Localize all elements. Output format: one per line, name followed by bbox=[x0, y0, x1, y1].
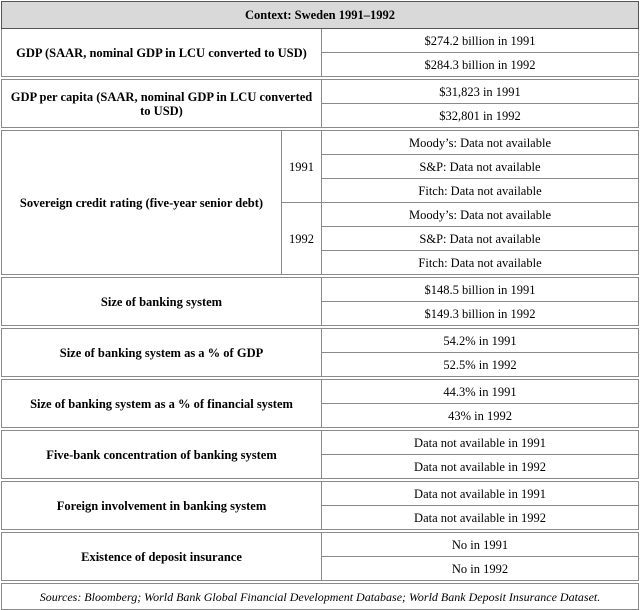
table-row bbox=[2, 29, 639, 53]
credit-rating-1992-fitch: Fitch: Data not available bbox=[322, 251, 639, 275]
credit-rating-1992-sp: S&P: Data not available bbox=[322, 227, 639, 251]
concentration-value-1992: Data not available in 1992 bbox=[322, 455, 639, 479]
gdp-value-1992: $284.3 billion in 1992 bbox=[322, 53, 639, 77]
table-row bbox=[2, 329, 639, 353]
bank-size-fin-value-1991: 44.3% in 1991 bbox=[322, 380, 639, 404]
bank-size-fin-label: Size of banking system as a % of financial system bbox=[2, 380, 322, 428]
gdp-per-capita-value-1992: $32,801 in 1992 bbox=[322, 104, 639, 128]
gdp-label: GDP (SAAR, nominal GDP in LCU converted to USD) bbox=[2, 29, 322, 77]
table-row bbox=[2, 482, 639, 506]
table-row bbox=[2, 278, 639, 302]
deposit-insurance-value-1991: No in 1991 bbox=[322, 533, 639, 557]
table-row bbox=[2, 431, 639, 455]
bank-size-fin-value-1992: 43% in 1992 bbox=[322, 404, 639, 428]
credit-rating-label: Sovereign credit rating (five-year senior debt) bbox=[2, 131, 282, 275]
bank-size-gdp-value-1991: 54.2% in 1991 bbox=[322, 329, 639, 353]
gdp-per-capita-value-1991: $31,823 in 1991 bbox=[322, 80, 639, 104]
context-table bbox=[1, 1, 639, 610]
bank-size-gdp-label: Size of banking system as a % of GDP bbox=[2, 329, 322, 377]
concentration-label: Five-bank concentration of banking system bbox=[2, 431, 322, 479]
table-row bbox=[2, 131, 639, 155]
context-table-container bbox=[1, 1, 638, 610]
table-row bbox=[2, 380, 639, 404]
foreign-value-1991: Data not available in 1991 bbox=[322, 482, 639, 506]
deposit-insurance-label: Existence of deposit insurance bbox=[2, 533, 322, 581]
bank-size-value-1992: $149.3 billion in 1992 bbox=[322, 302, 639, 326]
credit-rating-1991-moodys: Moody’s: Data not available bbox=[322, 131, 639, 155]
bank-size-label: Size of banking system bbox=[2, 278, 322, 326]
credit-rating-year-1991: 1991 bbox=[282, 131, 322, 203]
table-row bbox=[2, 80, 639, 104]
sources-note: Sources: Bloomberg; World Bank Global Financial Development Database; World Bank Deposit Insurance Dataset. bbox=[2, 584, 639, 610]
bank-size-gdp-value-1992: 52.5% in 1992 bbox=[322, 353, 639, 377]
gdp-value-1991: $274.2 billion in 1991 bbox=[322, 29, 639, 53]
bank-size-value-1991: $148.5 billion in 1991 bbox=[322, 278, 639, 302]
foreign-value-1992: Data not available in 1992 bbox=[322, 506, 639, 530]
credit-rating-year-1992: 1992 bbox=[282, 203, 322, 275]
credit-rating-1991-sp: S&P: Data not available bbox=[322, 155, 639, 179]
table-row bbox=[2, 533, 639, 557]
deposit-insurance-value-1992: No in 1992 bbox=[322, 557, 639, 581]
credit-rating-1992-moodys: Moody’s: Data not available bbox=[322, 203, 639, 227]
foreign-label: Foreign involvement in banking system bbox=[2, 482, 322, 530]
gdp-per-capita-label: GDP per capita (SAAR, nominal GDP in LCU converted to USD) bbox=[2, 80, 322, 128]
credit-rating-1991-fitch: Fitch: Data not available bbox=[322, 179, 639, 203]
concentration-value-1991: Data not available in 1991 bbox=[322, 431, 639, 455]
table-title: Context: Sweden 1991–1992 bbox=[2, 2, 639, 29]
